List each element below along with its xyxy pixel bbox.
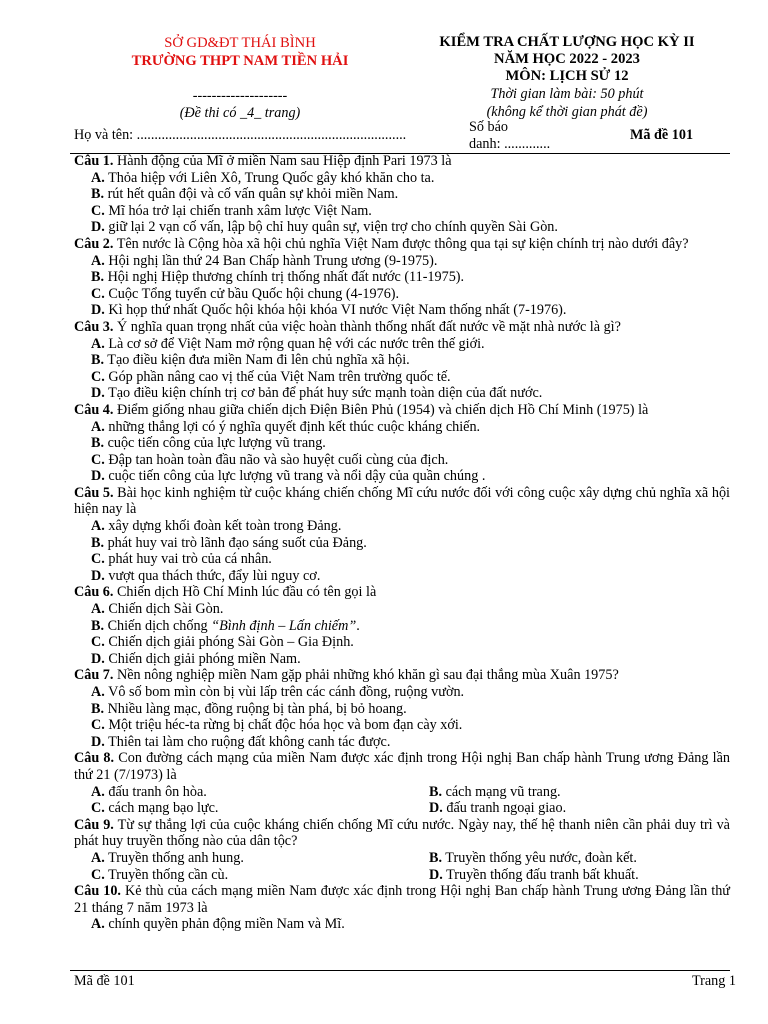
answer-option	[74, 253, 730, 270]
option-text: Đập tan hoàn toàn đầu não và sào huyệt cuối cùng của địch.	[104, 451, 449, 468]
answer-option	[91, 850, 429, 867]
option-label: B.	[91, 352, 105, 369]
answer-option	[429, 800, 729, 817]
answer-options	[74, 518, 730, 584]
answer-option	[74, 435, 730, 452]
option-label: C.	[91, 634, 105, 651]
option-text: Mĩ hóa trở lại chiến tranh xâm lược Việt Nam.	[104, 202, 372, 219]
answer-options	[74, 850, 730, 883]
option-label: B.	[429, 849, 443, 866]
option-text: Vô số bom mìn còn bị vùi lấp trên các cánh đồng, ruộng vườn.	[104, 684, 465, 700]
answer-options	[74, 601, 730, 667]
answer-option	[74, 468, 730, 485]
answer-option	[74, 186, 730, 203]
option-text: Tạo điều kiện chính trị cơ bản để phát huy sức mạnh toàn diện của đất nước.	[104, 385, 543, 402]
answer-option	[91, 867, 429, 884]
question	[74, 236, 730, 319]
question	[74, 667, 730, 750]
answer-option	[91, 784, 429, 801]
option-label: A.	[91, 169, 105, 186]
department-name: SỞ GD&ĐT THÁI BÌNH	[164, 35, 316, 51]
question-stem	[74, 883, 730, 916]
answer-option	[74, 601, 730, 618]
option-label: A.	[91, 252, 105, 269]
option-label: D.	[429, 866, 443, 883]
question-number: Câu 1.	[74, 153, 114, 169]
school-year: NĂM HỌC 2022 - 2023	[494, 51, 640, 67]
answer-option	[74, 336, 730, 353]
option-label: D.	[91, 733, 105, 750]
question	[74, 750, 730, 816]
answer-option	[74, 651, 730, 668]
answer-options	[74, 253, 730, 319]
duration: Thời gian làm bài: 50 phút	[490, 86, 644, 102]
school-name: TRƯỜNG THPT NAM TIỀN HẢI	[131, 53, 349, 69]
question-text: Chiến dịch Hồ Chí Minh lúc đầu có tên gọi là	[113, 584, 377, 601]
answer-option	[74, 269, 730, 286]
option-text: Kì họp thứ nhất Quốc hội khóa hội khóa VI nước Việt Nam thống nhất (7-1976).	[104, 302, 567, 319]
question-list	[74, 153, 730, 933]
answer-option	[74, 369, 730, 386]
option-text: những thắng lợi có ý nghĩa quyết định kết thúc cuộc kháng chiến.	[104, 418, 481, 435]
question-text: Ý nghĩa quan trọng nhất của việc hoàn thành thống nhất đất nước về mặt nhà nước là gì?	[113, 318, 621, 335]
option-label: D.	[429, 800, 443, 817]
option-text: Thỏa hiệp với Liên Xô, Trung Quốc gây khó khăn cho ta.	[104, 169, 435, 186]
pages-note: (Đề thi có _4_ trang)	[179, 105, 301, 121]
option-label: D.	[91, 468, 105, 485]
question-stem	[74, 817, 730, 850]
answer-options	[74, 336, 730, 402]
answer-option	[74, 170, 730, 187]
question-stem	[74, 584, 730, 601]
answer-option	[74, 734, 730, 751]
option-text: đấu tranh ôn hòa.	[104, 783, 207, 800]
option-text: Hội nghị lần thứ 24 Ban Chấp hành Trung ương (9-1975).	[104, 252, 438, 269]
answer-option	[74, 551, 730, 568]
option-text: Là cơ sở để Việt Nam mở rộng quan hệ với các nước trên thế giới.	[104, 335, 485, 352]
question-stem	[74, 485, 730, 518]
question-number: Câu 4.	[74, 401, 114, 418]
option-label: B.	[91, 617, 105, 634]
option-text: xây dựng khối đoàn kết toàn trong Đảng.	[104, 518, 342, 535]
option-text: Góp phần nâng cao vị thế của Việt Nam trên trường quốc tế.	[104, 368, 451, 385]
option-label: B.	[91, 534, 105, 551]
option-text: cuộc tiến công của lực lượng vũ trang.	[104, 435, 326, 452]
question-text: Con đường cách mạng của miền Nam được xác định trong Hội nghị Ban chấp hành Trung ương Đảng lần thứ 21 (7/1973) là	[74, 750, 730, 783]
option-label: A.	[91, 916, 105, 933]
option-text: Hội nghị Hiệp thương chính trị thống nhất đất nước (11-1975).	[104, 269, 465, 286]
option-text: cuộc tiến công của lực lượng vũ trang và nổi dậy của quần chúng .	[104, 468, 486, 485]
question-text: Bài học kinh nghiệm từ cuộc kháng chiến chống Mĩ cứu nước đối với công cuộc xây dựng chủ nghĩa xã hội hiện nay là	[74, 484, 730, 518]
question-stem	[74, 236, 730, 253]
option-text: phát huy vai trò lãnh đạo sáng suốt của Đảng.	[104, 534, 367, 551]
answer-option	[74, 203, 730, 220]
option-text: rút hết quân đội và cố vấn quân sự khỏi miền Nam.	[104, 186, 399, 203]
option-text: cách mạng bạo lực.	[104, 800, 219, 817]
answer-option	[74, 452, 730, 469]
header-left	[60, 34, 420, 122]
option-label: C.	[91, 368, 105, 385]
candidate-number-label: Số báo	[469, 119, 509, 135]
question-text: Điểm giống nhau giữa chiến dịch Điện Biên Phủ (1954) và chiến dịch Hồ Chí Minh (1975) là	[113, 401, 649, 418]
answer-option	[74, 701, 730, 718]
option-label: A.	[91, 518, 105, 535]
answer-option	[74, 634, 730, 651]
answer-option	[74, 302, 730, 319]
question	[74, 153, 730, 236]
option-text: Chiến dịch giải phóng miền Nam.	[104, 650, 301, 667]
footer-divider	[70, 970, 730, 971]
answer-option	[74, 535, 730, 552]
option-text: Truyền thống cần cù.	[104, 866, 229, 883]
question-stem	[74, 667, 730, 684]
option-label: C.	[91, 551, 105, 568]
answer-option	[429, 850, 729, 867]
subject: MÔN: LỊCH SỬ 12	[505, 68, 629, 84]
question-text: Kẻ thù của cách mạng miền Nam được xác định trong Hội nghị Ban chấp hành Trung ương Đảng lần thứ 21 tháng 7 năm 1973 là	[74, 883, 730, 916]
question-text: Nền nông nghiệp miền Nam gặp phải những khó khăn gì sau đại thắng mùa Xuân 1975?	[113, 667, 619, 684]
option-text: Truyền thống đấu tranh bất khuất.	[442, 866, 639, 883]
option-label: D.	[91, 650, 105, 667]
option-label: B.	[91, 700, 105, 717]
option-label: D.	[91, 219, 105, 236]
option-label: C.	[91, 866, 105, 883]
option-label: B.	[429, 783, 443, 800]
question-number: Câu 7.	[74, 667, 114, 684]
option-text: Cuộc Tổng tuyển cử bầu Quốc hội chung (4-1976).	[104, 285, 400, 302]
option-text-italic: “Bình định – Lấn chiếm”	[211, 617, 357, 634]
question-number: Câu 5.	[74, 484, 114, 501]
answer-option	[74, 618, 730, 635]
option-label: C.	[91, 800, 105, 817]
question-stem	[74, 750, 730, 783]
option-text: Chiến dịch chống	[104, 617, 212, 634]
option-text: Truyền thống anh hung.	[104, 849, 244, 866]
answer-option	[429, 867, 729, 884]
question-stem	[74, 319, 730, 336]
option-label: D.	[91, 302, 105, 319]
answer-option	[429, 784, 729, 801]
option-label: C.	[91, 285, 105, 302]
question-number: Câu 10.	[74, 883, 121, 900]
answer-options	[74, 419, 730, 485]
separator-dashes: --------------------	[192, 88, 288, 104]
option-text: giữ lại 2 vạn cố vấn, lập bộ chỉ huy quân sự, viện trợ cho chính quyền Sài Gòn.	[104, 219, 558, 236]
option-text-end: .	[356, 617, 360, 634]
option-text: Chiến dịch giải phóng Sài Gòn – Gia Định.	[104, 634, 354, 651]
option-label: D.	[91, 385, 105, 402]
option-text: cách mạng vũ trang.	[442, 783, 561, 800]
answer-option	[74, 916, 730, 933]
question	[74, 319, 730, 402]
duration-note: (không kể thời gian phát đề)	[486, 104, 648, 120]
answer-options	[74, 170, 730, 236]
option-label: A.	[91, 849, 105, 866]
answer-option	[74, 385, 730, 402]
candidate-number-field: danh: .............	[469, 136, 551, 152]
answer-option	[74, 518, 730, 535]
question-number: Câu 8.	[74, 750, 115, 767]
answer-options	[74, 684, 730, 750]
option-label: A.	[91, 335, 105, 352]
question-text: Tên nước là Cộng hòa xã hội chủ nghĩa Việt Nam được thông qua tại sự kiện chính trị nào dưới đây?	[113, 235, 689, 252]
question-text: Từ sự thắng lợi của cuộc kháng chiến chống Mĩ cứu nước. Ngày nay, thế hệ thanh niên cần phải duy trì và phát huy truyền thống nào của dân tộc?	[74, 816, 730, 850]
option-label: C.	[91, 451, 105, 468]
question-stem	[74, 153, 730, 170]
answer-options	[74, 916, 730, 933]
answer-option	[74, 286, 730, 303]
option-text: Một triệu héc-ta rừng bị chất độc hóa học và bom đạn cày xới.	[104, 717, 463, 734]
option-label: A.	[91, 601, 105, 618]
exam-title: KIỂM TRA CHẤT LƯỢNG HỌC KỲ II	[439, 34, 695, 50]
answer-option	[74, 352, 730, 369]
header-right	[412, 34, 722, 121]
option-text: vượt qua thách thức, đẩy lùi nguy cơ.	[104, 567, 321, 584]
student-name-field: Họ và tên: ............................................................................	[74, 127, 407, 143]
option-text: Nhiều làng mạc, đồng ruộng bị tàn phá, bị bỏ hoang.	[104, 700, 407, 717]
question	[74, 584, 730, 667]
answer-option	[74, 568, 730, 585]
answer-option	[74, 219, 730, 236]
exam-code: Mã đề 101	[630, 127, 694, 143]
footer-exam-code: Mã đề 101	[74, 973, 135, 989]
answer-option	[74, 419, 730, 436]
option-label: D.	[91, 567, 105, 584]
question-text: Hành động của Mĩ ở miền Nam sau Hiệp định Pari 1973 là	[113, 153, 452, 169]
option-text: phát huy vai trò của cá nhân.	[104, 551, 272, 568]
option-text: đấu tranh ngoại giao.	[442, 800, 567, 817]
option-label: B.	[91, 435, 105, 452]
option-label: A.	[91, 783, 105, 800]
question	[74, 817, 730, 883]
answer-options	[74, 784, 730, 817]
question	[74, 485, 730, 585]
answer-option	[91, 800, 429, 817]
option-label: B.	[91, 269, 105, 286]
question	[74, 883, 730, 933]
option-text: Tạo điều kiện đưa miền Nam đi lên chủ nghĩa xã hội.	[104, 352, 410, 369]
question	[74, 402, 730, 485]
option-label: C.	[91, 202, 105, 219]
footer-page-number: Trang 1	[691, 973, 736, 989]
question-number: Câu 2.	[74, 235, 114, 252]
option-text: Truyền thống yêu nước, đoàn kết.	[442, 849, 637, 866]
option-text: Thiên tai làm cho ruộng đất không canh tác được.	[104, 733, 391, 750]
option-label: A.	[91, 684, 105, 700]
question-number: Câu 9.	[74, 816, 114, 833]
option-label: C.	[91, 717, 105, 734]
answer-option	[74, 684, 730, 701]
option-text: chính quyền phản động miền Nam và Mĩ.	[104, 916, 345, 933]
answer-option	[74, 717, 730, 734]
option-text: Chiến dịch Sài Gòn.	[104, 601, 224, 618]
question-stem	[74, 402, 730, 419]
question-number: Câu 6.	[74, 584, 114, 601]
option-label: B.	[91, 186, 105, 203]
option-label: A.	[91, 418, 105, 435]
question-number: Câu 3.	[74, 318, 114, 335]
